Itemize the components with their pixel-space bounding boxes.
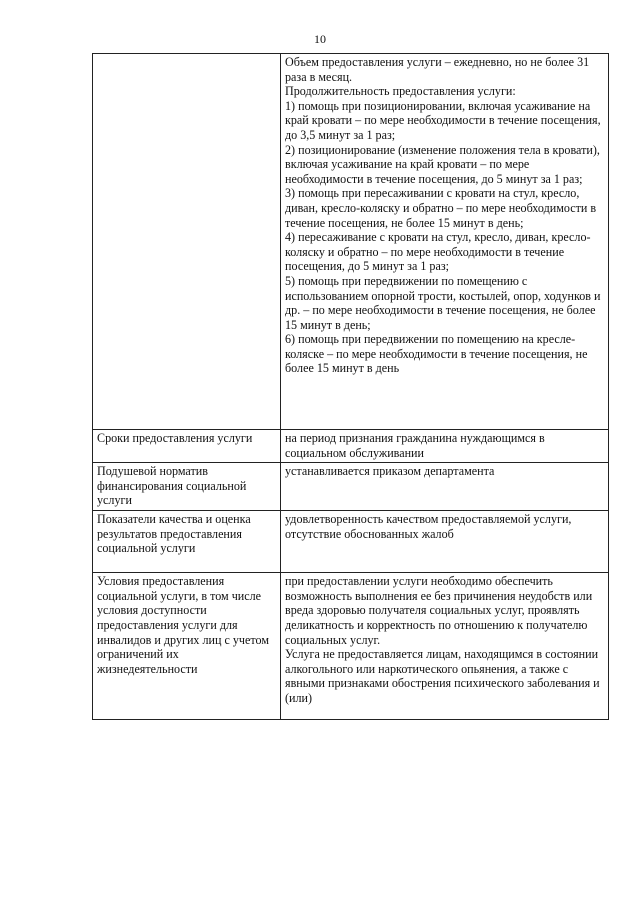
- paragraph-duration-heading: Продолжительность предоставления услуги:: [285, 84, 516, 99]
- row-label-empty: [93, 54, 281, 430]
- table-row-conditions: [93, 573, 609, 720]
- paragraph-conditions-2: Услуга не предоставляется лицам, находящимся в состоянии алкогольного или наркотического опьянения, а также с явными признаками обострения психического заболевания и (или): [285, 647, 600, 705]
- row-content-terms: [281, 430, 609, 463]
- row-content-conditions: [281, 573, 609, 720]
- paragraph-conditions-1: при предоставлении услуги необходимо обеспечить возможность выполнения ее без причинения неудобств или вреда здоровью получателя социальных услуг, проявлять деликатность и корректность по отношению к получателю социальных услуг.: [285, 574, 593, 647]
- table-row-terms: [93, 430, 609, 463]
- paragraph-terms: на период признания гражданина нуждающимся в социальном обслуживании: [285, 431, 545, 460]
- paragraph-item-2: 2) позиционирование (изменение положения тела в кровати), включая усаживание на край кровати – по мере необходимости в течение посещения, до 5 минут за 1 раз;: [285, 142, 600, 186]
- paragraph-quality-indicators: удовлетворенность качеством предоставляемой услуги, отсутствие обоснованных жалоб: [285, 512, 572, 541]
- row-content-financing-norm: [281, 463, 609, 511]
- page-number: 10: [314, 32, 326, 46]
- table-row-service-volume: [93, 54, 609, 430]
- row-label-terms: Сроки предоставления услуги: [93, 430, 281, 463]
- row-content-volume-duration: [281, 54, 609, 430]
- paragraph-item-5: 5) помощь при передвижении по помещению с использованием опорной трости, костылей, опор, ходунков и др. – по мере необходимости в течение посещения, не более 15 минут в день;: [285, 273, 601, 332]
- paragraph-item-1: 1) помощь при позиционировании, включая усаживание на край кровати – по мере необходимости в течение посещения, до 3,5 минут за 1 раз;: [285, 98, 601, 142]
- row-content-quality-indicators: [281, 511, 609, 573]
- paragraph-financing-norm: устанавливается приказом департамента: [285, 464, 495, 479]
- table-row-quality-indicators: [93, 511, 609, 573]
- paragraph-item-6: 6) помощь при передвижении по помещению на кресле-коляске – по мере необходимости в течение посещения, не более 15 минут в день: [285, 332, 588, 376]
- row-label-financing-norm: Подушевой норматив финансирования социальной услуги: [93, 463, 281, 511]
- row-label-conditions: Условия предоставления социальной услуги, в том числе условия доступности предоставления услуги для инвалидов и других лиц с учетом ограничений их жизнедеятельности: [93, 573, 281, 720]
- paragraph-item-4: 4) пересаживание с кровати на стул, кресло, диван, кресло-коляску и обратно – по мере необходимости в течение посещения, до 5 минут за 1 раз;: [285, 230, 591, 274]
- row-label-quality-indicators: Показатели качества и оценка результатов предоставления социальной услуги: [93, 511, 281, 573]
- paragraph-item-3: 3) помощь при пересаживании с кровати на стул, кресло, диван, кресло-коляску и обратно – по мере необходимости в течение посещения, не более 15 минут в день;: [285, 186, 597, 230]
- paragraph-volume: Объем предоставления услуги – ежедневно, но не более 31 раза в месяц.: [285, 55, 590, 84]
- service-description-table: [92, 53, 609, 720]
- table-row-financing-norm: [93, 463, 609, 511]
